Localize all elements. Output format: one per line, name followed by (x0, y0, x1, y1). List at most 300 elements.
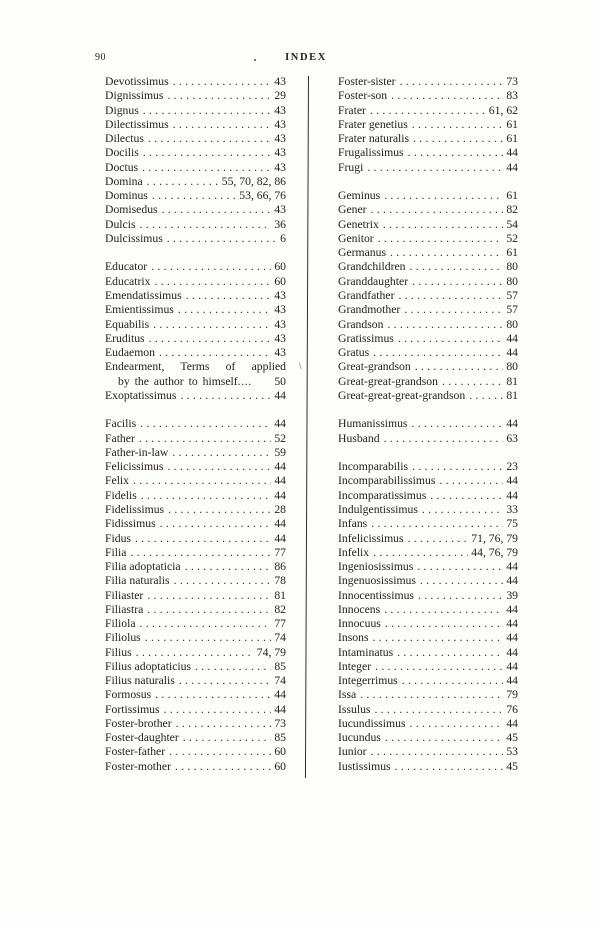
index-entry (338, 318, 518, 332)
dot-leader (149, 332, 272, 346)
dot-leader (195, 660, 271, 674)
entry-page-numbers: 43 (274, 288, 286, 302)
entry-page-numbers: 60 (274, 260, 286, 274)
entry-page-numbers: 61 (506, 189, 518, 203)
entry-term: Infelix (338, 545, 370, 559)
dot-leader (397, 646, 503, 660)
entry-page-numbers: 61 (506, 246, 518, 260)
dot-leader (417, 560, 503, 574)
entry-page-numbers: 44 (274, 417, 286, 431)
entry-page-numbers: 28 (274, 502, 286, 516)
entry-page-numbers: 61 (506, 132, 518, 146)
entry-term: Integerrimus (338, 674, 398, 688)
entry-term: Emientissimus (105, 303, 174, 317)
entry-term: Frater naturalis (338, 132, 410, 146)
entry-group (338, 417, 518, 446)
entry-page-numbers: 44 (274, 531, 286, 545)
dot-leader: .... (237, 374, 252, 388)
entry-page-numbers: 50 (274, 374, 286, 388)
index-entry (105, 631, 286, 645)
index-entry (338, 460, 518, 474)
index-entry (338, 218, 518, 232)
index-entry (105, 717, 286, 731)
entry-term: Doctus (105, 160, 139, 174)
entry-page-numbers: 44 (506, 560, 518, 574)
entry-page-numbers: 59 (274, 445, 286, 459)
dot-leader (173, 118, 272, 132)
index-entry (338, 731, 518, 745)
entry-page-numbers: 44 (274, 474, 286, 488)
column-divider-rule (305, 76, 309, 778)
entry-page-numbers: 82 (506, 203, 518, 217)
entry-term: Eruditus (105, 331, 145, 345)
index-entry (338, 132, 518, 146)
entry-term: Frugalissimus (338, 146, 404, 160)
entry-page-numbers: 44 (274, 460, 286, 474)
entry-page-numbers: 44 (506, 331, 518, 345)
entry-term: Incomparatissimus (338, 488, 427, 502)
dot-leader (373, 546, 468, 560)
dot-leader (390, 246, 503, 260)
index-entry (105, 260, 286, 274)
dot-leader (385, 617, 503, 631)
index-entry (105, 360, 286, 374)
entry-term: Indulgentissimus (338, 502, 418, 516)
entry-page-numbers: 73 (506, 75, 518, 88)
index-entry (338, 489, 518, 503)
entry-term: Dignissimus (105, 89, 164, 103)
entry-page-numbers: 29 (274, 89, 286, 103)
index-entry (338, 232, 518, 246)
dot-leader (148, 132, 271, 146)
entry-term: Iucundissimus (338, 716, 406, 730)
entry-term: Humanissimus (338, 417, 408, 431)
index-entry (105, 760, 286, 774)
entry-page-numbers: 44 (506, 488, 518, 502)
dot-leader (391, 89, 503, 103)
entry-page-numbers: 80 (506, 360, 518, 374)
index-entry (338, 75, 518, 89)
dot-leader (178, 303, 271, 317)
entry-term: Infans (338, 517, 368, 531)
index-column-left (105, 75, 286, 774)
index-entry (338, 546, 518, 560)
dot-leader (147, 603, 271, 617)
dot-leader (155, 688, 271, 702)
entry-page-numbers: 44 (506, 346, 518, 360)
index-entry (338, 189, 518, 203)
entry-page-numbers: 43 (274, 203, 286, 217)
dot-leader (172, 446, 271, 460)
entry-term: Fidissimus (105, 517, 156, 531)
page-title: INDEX (285, 52, 327, 63)
entry-term: Filia (105, 545, 127, 559)
dot-leader (174, 574, 272, 588)
entry-page-numbers: 43 (274, 331, 286, 345)
entry-term: Dulcissimus (105, 231, 163, 245)
dot-leader (167, 89, 271, 103)
dot-leader (374, 703, 503, 717)
dot-leader (418, 589, 503, 603)
index-entry (338, 574, 518, 588)
index-entry (105, 703, 286, 717)
dot-leader (398, 332, 503, 346)
index-entry (105, 474, 286, 488)
index-entry (338, 275, 518, 289)
entry-page-numbers: 44 (506, 160, 518, 174)
entry-page-numbers: 44 (506, 631, 518, 645)
dot-leader (151, 260, 271, 274)
dot-leader (162, 203, 272, 217)
dot-leader (140, 218, 272, 232)
dot-leader (130, 546, 271, 560)
dot-leader (420, 574, 503, 588)
dot-leader (360, 688, 503, 702)
index-entry (338, 246, 518, 260)
entry-page-numbers: 55, 70, 82, 86 (221, 174, 286, 188)
entry-page-numbers: 44 (506, 617, 518, 631)
dot-leader (143, 104, 272, 118)
index-entry (105, 232, 286, 246)
entry-page-numbers: 53 (506, 745, 518, 759)
dot-leader (402, 674, 504, 688)
dot-leader (371, 745, 504, 759)
index-entry (338, 389, 518, 403)
dot-leader (179, 674, 272, 688)
entry-group (105, 75, 286, 246)
dot-leader (384, 603, 503, 617)
entry-term: Iucundus (338, 731, 381, 745)
entry-term: Domina (105, 174, 143, 188)
index-entry (105, 303, 286, 317)
entry-page-numbers: 45 (506, 731, 518, 745)
entry-term: Innocens (338, 602, 381, 616)
index-entry (105, 432, 286, 446)
index-entry (338, 674, 518, 688)
index-entry (105, 532, 286, 546)
entry-term: Innocuus (338, 617, 381, 631)
entry-page-numbers: 61, 62 (488, 103, 518, 117)
entry-page-numbers: 81 (274, 588, 286, 602)
entry-term: Grandmother (338, 303, 401, 317)
index-entry (105, 332, 286, 346)
entry-term: Great-great-grandson (338, 374, 438, 388)
entry-page-numbers: 52 (274, 431, 286, 445)
entry-term: Incomparabilissimus (338, 474, 436, 488)
entry-term: Ingenuosissimus (338, 574, 416, 588)
index-entry (105, 745, 286, 759)
dot-leader (398, 289, 503, 303)
index-entry (105, 660, 286, 674)
index-entry (105, 275, 286, 289)
dot-leader (139, 432, 271, 446)
entry-page-numbers: 77 (274, 545, 286, 559)
index-entry (338, 646, 518, 660)
index-entry (105, 146, 286, 160)
entry-page-numbers: 86 (274, 560, 286, 574)
index-entry (105, 517, 286, 531)
dot-leader (169, 745, 271, 759)
dot-leader (168, 503, 271, 517)
entry-page-numbers: 44 (506, 659, 518, 673)
entry-page-numbers: 78 (274, 574, 286, 588)
entry-page-numbers: 44 (274, 517, 286, 531)
entry-page-numbers: 44 (274, 688, 286, 702)
entry-term: Devotissimus (105, 75, 169, 88)
dot-leader (384, 189, 503, 203)
entry-page-numbers: 39 (506, 588, 518, 602)
entry-term: Dulcis (105, 217, 136, 231)
dot-leader (133, 474, 271, 488)
index-entry (105, 189, 286, 203)
entry-term: Incomparabilis (338, 460, 409, 474)
entry-page-numbers: 44, 76, 79 (471, 545, 518, 559)
entry-page-numbers: 75 (506, 517, 518, 531)
index-entry (105, 731, 286, 745)
entry-group (338, 75, 518, 175)
dot-leader (411, 417, 503, 431)
entry-term: Ingeniosissimus (338, 560, 414, 574)
entry-page-numbers: 43 (274, 146, 286, 160)
entry-term: Educator (105, 260, 148, 274)
entry-term: Filiolus (105, 631, 141, 645)
entry-page-numbers: 77 (274, 617, 286, 631)
entry-term: Frugi (338, 160, 364, 174)
index-entry (105, 603, 286, 617)
dot-leader (378, 232, 504, 246)
index-entry (105, 203, 286, 217)
index-entry (105, 503, 286, 517)
entry-page-numbers: 44 (506, 574, 518, 588)
entry-page-numbers: 6 (280, 231, 286, 245)
index-entry (338, 289, 518, 303)
entry-page-numbers: 81 (506, 388, 518, 402)
entry-term: Frater genetius (338, 117, 408, 131)
dot-leader (415, 360, 504, 374)
dot-leader (410, 260, 504, 274)
index-entry (338, 717, 518, 731)
dot-leader (185, 560, 272, 574)
index-entry (105, 218, 286, 232)
index-entry (338, 603, 518, 617)
entry-term: Dominus (105, 189, 148, 203)
entry-page-numbers: 44 (506, 146, 518, 160)
entry-term: Eudaemon (105, 346, 155, 360)
entry-page-numbers: 44 (506, 716, 518, 730)
entry-page-numbers: 74 (274, 674, 286, 688)
entry-term: Father-in-law (105, 445, 169, 459)
index-entry (105, 161, 286, 175)
index-entry (338, 517, 518, 531)
entry-term: Filius (105, 645, 132, 659)
entry-page-numbers: 43 (274, 317, 286, 331)
entry-page-numbers: 23 (506, 460, 518, 474)
entry-term: Intaminatus (338, 645, 394, 659)
dot-leader (383, 218, 503, 232)
index-entry (338, 203, 518, 217)
entry-group (105, 417, 286, 774)
entry-term: Great-great-great-grandson (338, 388, 466, 402)
entry-page-numbers: 36 (274, 217, 286, 231)
entry-term: Fidelis (105, 488, 137, 502)
entry-page-numbers: 43 (274, 103, 286, 117)
dot-leader (412, 460, 503, 474)
dot-leader (140, 417, 271, 431)
entry-group (338, 460, 518, 774)
entry-term: Innocentissimus (338, 588, 414, 602)
entry-term: Insons (338, 631, 369, 645)
index-entry (105, 688, 286, 702)
dot-leader (373, 346, 503, 360)
index-entry (338, 631, 518, 645)
entry-term: Gener (338, 203, 367, 217)
index-entry (105, 75, 286, 89)
entry-term: Filia naturalis (105, 574, 170, 588)
index-entry (105, 318, 286, 332)
index-entry (105, 346, 286, 360)
dot-leader (375, 660, 503, 674)
entry-term: Father (105, 431, 135, 445)
entry-page-numbers: 61 (506, 117, 518, 131)
entry-page-numbers: 53, 66, 76 (239, 189, 286, 203)
entry-term: Infelicissimus (338, 531, 404, 545)
index-entry (338, 375, 518, 389)
index-entry (338, 417, 518, 431)
entry-page-numbers: 44 (506, 645, 518, 659)
index-entry (338, 161, 518, 175)
dot-leader (140, 617, 272, 631)
entry-page-numbers: 73 (274, 716, 286, 730)
entry-page-numbers: 44 (506, 674, 518, 688)
entry-term: Genetrix (338, 217, 379, 231)
index-entry (338, 360, 518, 374)
dot-leader (387, 318, 503, 332)
dot-leader (413, 132, 503, 146)
entry-term: by the author to himself (118, 374, 238, 388)
index-entry (105, 574, 286, 588)
dot-leader (167, 460, 271, 474)
entry-page-numbers: 80 (506, 274, 518, 288)
entry-page-numbers: 44 (274, 488, 286, 502)
entry-page-numbers: 76 (506, 702, 518, 716)
index-entry (105, 417, 286, 431)
dot-leader (371, 517, 503, 531)
index-entry (105, 89, 286, 103)
entry-page-numbers: 43 (274, 160, 286, 174)
dot-leader (145, 631, 272, 645)
entry-term: Germanus (338, 246, 387, 260)
entry-page-numbers: 79 (506, 688, 518, 702)
index-entry (338, 589, 518, 603)
dot-leader (142, 161, 271, 175)
entry-term: Great-grandson (338, 360, 411, 374)
entry-term: Filia adoptaticia (105, 560, 181, 574)
index-entry (105, 617, 286, 631)
dot-leader (367, 161, 503, 175)
index-entry (338, 532, 518, 546)
entry-page-numbers: 57 (506, 303, 518, 317)
entry-page-numbers: 54 (506, 217, 518, 231)
entry-page-numbers: 43 (274, 75, 286, 88)
dot-leader (384, 432, 504, 446)
dot-leader (412, 118, 504, 132)
dot-leader (400, 75, 504, 89)
entry-term: Integer (338, 659, 372, 673)
dot-leader (422, 503, 503, 517)
scan-artifact-dot (254, 59, 256, 61)
index-entry (338, 346, 518, 360)
entry-term: Exoptatissimus (105, 388, 177, 402)
entry-term: Gratus (338, 346, 370, 360)
running-head (0, 51, 600, 65)
dot-leader (147, 175, 219, 189)
index-entry (338, 118, 518, 132)
dot-leader (430, 489, 503, 503)
entry-term: Granddaughter (338, 274, 409, 288)
index-entry (105, 389, 286, 403)
entry-term: Educatrix (105, 274, 151, 288)
index-entry (338, 660, 518, 674)
entry-page-numbers: 71, 76, 79 (471, 531, 518, 545)
entry-page-numbers: 82 (274, 602, 286, 616)
dot-leader (143, 146, 272, 160)
dot-leader (154, 275, 271, 289)
dot-leader (469, 389, 503, 403)
index-entry (105, 104, 286, 118)
dot-leader (167, 232, 277, 246)
entry-page-numbers: 60 (274, 759, 286, 773)
index-entry (338, 260, 518, 274)
dot-leader (159, 346, 271, 360)
entry-term: Equabilis (105, 317, 150, 331)
index-entry (105, 118, 286, 132)
dot-leader (164, 703, 272, 717)
entry-term: Dilectus (105, 132, 144, 146)
index-entry (105, 175, 286, 189)
entry-term: Dilectissimus (105, 117, 169, 131)
entry-term: Filiastra (105, 602, 144, 616)
dot-leader (371, 203, 504, 217)
entry-page-numbers: 44 (274, 702, 286, 716)
index-entry (338, 474, 518, 488)
index-entry-continuation (105, 375, 286, 389)
entry-term: Facilis (105, 417, 137, 431)
entry-term: Genitor (338, 231, 374, 245)
index-entry (338, 617, 518, 631)
index-entry (338, 432, 518, 446)
dot-leader (176, 717, 272, 731)
entry-page-numbers: 60 (274, 745, 286, 759)
entry-page-numbers: 43 (274, 117, 286, 131)
dot-leader (136, 646, 254, 660)
entry-term: Dignus (105, 103, 139, 117)
entry-term: Domisedus (105, 203, 158, 217)
entry-term: Filius naturalis (105, 674, 175, 688)
dot-leader (186, 289, 272, 303)
entry-term: Formosus (105, 688, 152, 702)
entry-page-numbers: 43 (274, 346, 286, 360)
index-entry (105, 460, 286, 474)
entry-term: Issulus (338, 702, 371, 716)
index-entry (105, 646, 286, 660)
entry-page-numbers: 43 (274, 132, 286, 146)
dot-leader (373, 631, 504, 645)
index-entry (105, 674, 286, 688)
entry-term: Filius adoptaticius (105, 659, 192, 673)
index-entry (105, 132, 286, 146)
entry-term: Filiola (105, 617, 136, 631)
entry-page-numbers: 83 (506, 89, 518, 103)
